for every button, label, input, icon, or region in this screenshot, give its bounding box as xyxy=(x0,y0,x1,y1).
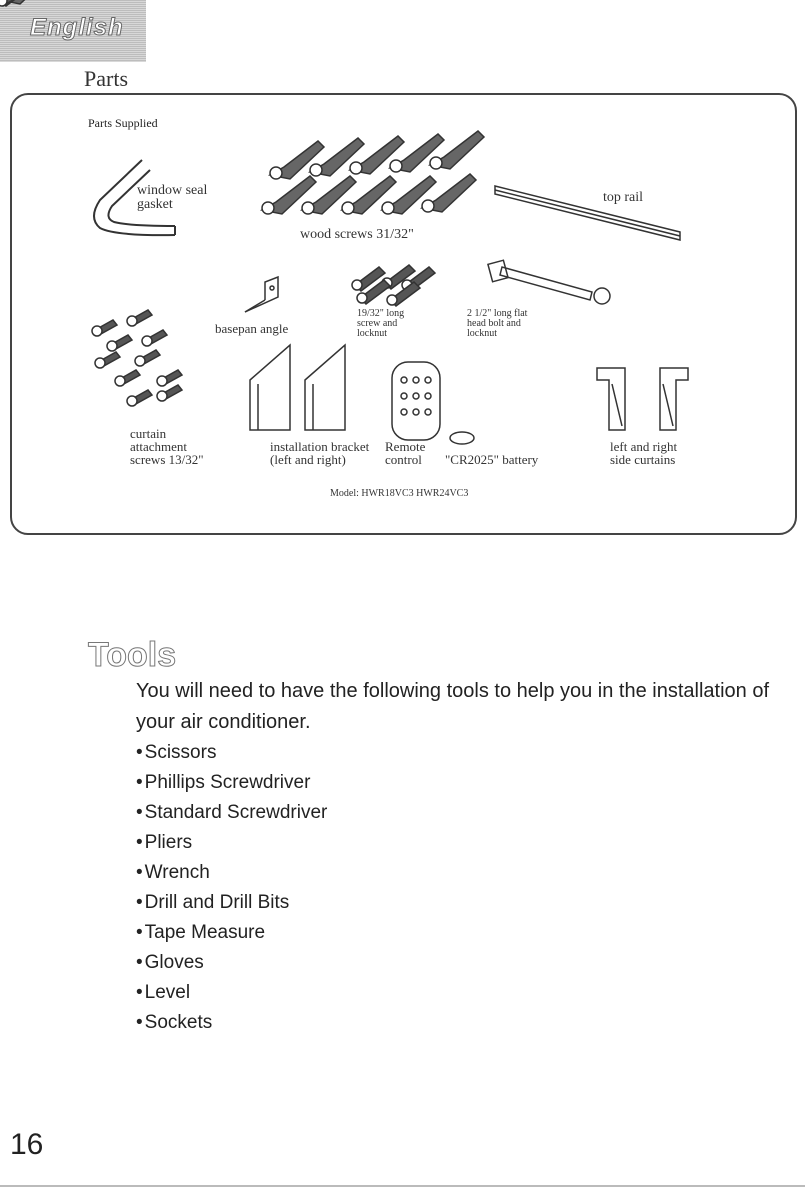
bottom-rule xyxy=(0,1185,805,1187)
battery-illustration xyxy=(450,432,474,444)
tool-item: • Sockets xyxy=(136,1008,327,1038)
label-battery: "CR2025" battery xyxy=(445,452,539,467)
tool-item: • Drill and Drill Bits xyxy=(136,888,327,918)
label-top-rail: top rail xyxy=(603,190,644,205)
short-screws-illustration xyxy=(0,0,435,306)
tool-item: • Pliers xyxy=(136,828,327,858)
label-bolt-locknut: 2 1/2" long flat head bolt and locknut xyxy=(467,308,528,339)
tool-item: • Phillips Screwdriver xyxy=(136,768,327,798)
tool-item: • Tape Measure xyxy=(136,918,327,948)
label-remote-control: Remote control xyxy=(385,439,426,467)
label-window-seal-gasket: window seal gasket xyxy=(137,183,208,212)
label-side-curtains: left and right side curtains xyxy=(610,439,678,467)
label-curtain-screws: curtain attachment screws 13/32" xyxy=(130,426,204,467)
page-number: 16 xyxy=(10,1128,44,1161)
tools-heading: Tools xyxy=(88,636,177,674)
tool-item: • Standard Screwdriver xyxy=(136,798,327,828)
label-wood-screws: wood screws 31/32" xyxy=(300,227,414,242)
parts-subheading: Parts Supplied xyxy=(88,116,158,130)
installation-bracket-illustration xyxy=(250,345,345,430)
tool-item: • Scissors xyxy=(136,738,327,768)
wood-screws-illustration xyxy=(0,0,484,214)
label-basepan-angle: basepan angle xyxy=(215,321,289,336)
parts-heading: Parts xyxy=(84,66,128,91)
bolt-illustration xyxy=(488,260,610,304)
label-screw-locknut: 19/32" long screw and locknut xyxy=(357,308,405,339)
tool-item: • Gloves xyxy=(136,948,327,978)
tool-item: • Wrench xyxy=(136,858,327,888)
language-label: English xyxy=(30,14,124,41)
side-curtains-illustration xyxy=(597,368,688,430)
tools-intro: You will need to have the following tools to help you in the installation of your air conditioner. xyxy=(136,680,770,733)
parts-illustrations xyxy=(0,0,805,560)
tool-list xyxy=(136,738,327,1038)
tool-item: • Level xyxy=(136,978,327,1008)
model-numbers: Model: HWR18VC3 HWR24VC3 xyxy=(330,488,469,499)
basepan-angle-illustration xyxy=(245,277,278,312)
label-installation-bracket: installation bracket (left and right) xyxy=(270,439,370,467)
top-rail-illustration xyxy=(495,186,680,240)
remote-control-illustration xyxy=(392,362,440,440)
